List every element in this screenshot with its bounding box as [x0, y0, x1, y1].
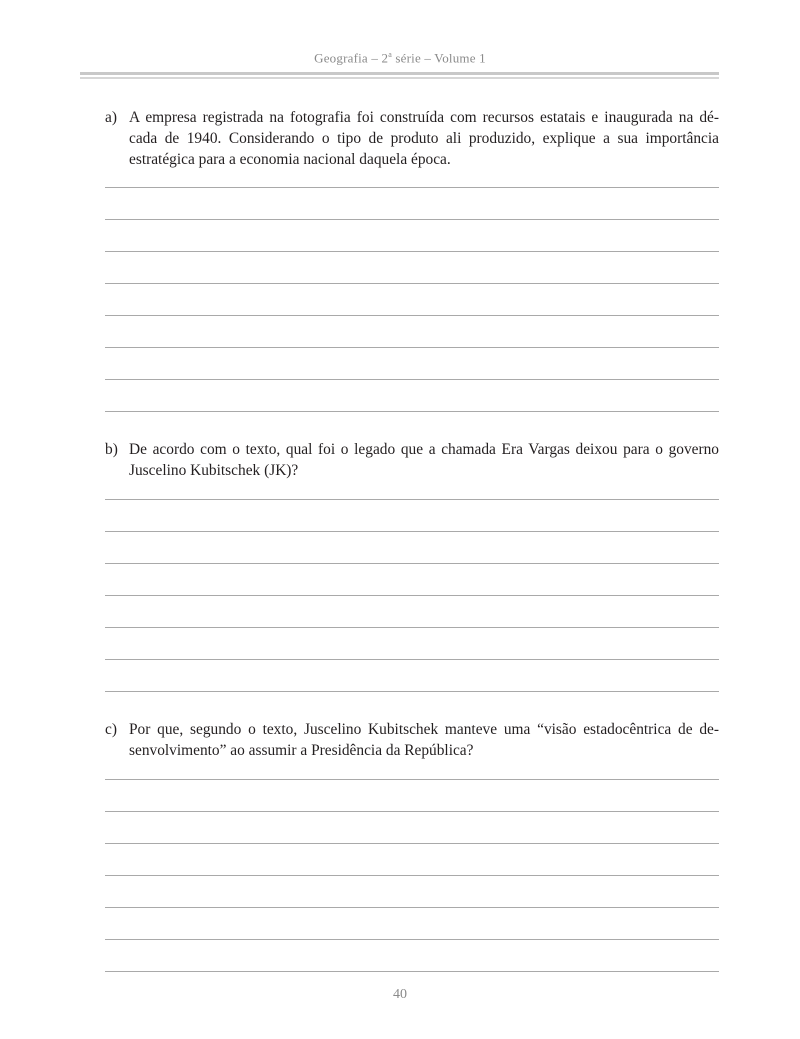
answer-line[interactable] — [105, 939, 719, 940]
answer-line[interactable] — [105, 811, 719, 812]
answer-line[interactable] — [105, 315, 719, 316]
answer-area-c[interactable] — [105, 779, 719, 972]
answer-line[interactable] — [105, 531, 719, 532]
question-b-letter: b) — [105, 441, 118, 458]
answer-line[interactable] — [105, 779, 719, 780]
answer-line[interactable] — [105, 379, 719, 380]
header-title-rest: série – Volume 1 — [391, 50, 486, 66]
question-a-text — [105, 107, 719, 170]
answer-area-b[interactable] — [105, 499, 719, 692]
answer-line[interactable] — [105, 971, 719, 972]
answer-line[interactable] — [105, 499, 719, 500]
question-b-line-1: De acordo com o texto, qual foi o legado que a chamada Era Vargas deixou para o governo — [129, 441, 719, 458]
answer-line[interactable] — [105, 907, 719, 908]
header-title-main: Geografia – 2 — [314, 50, 389, 66]
answer-line[interactable] — [105, 283, 719, 284]
header-title-superscript: a — [388, 50, 392, 59]
answer-line[interactable] — [105, 595, 719, 596]
answer-line[interactable] — [105, 347, 719, 348]
question-b — [105, 439, 719, 723]
question-c-line-2: senvolvimento” ao assumir a Presidência da República? — [129, 742, 474, 759]
question-c — [105, 719, 719, 1003]
question-b-text — [105, 439, 719, 481]
answer-line[interactable] — [105, 875, 719, 876]
answer-line[interactable] — [105, 563, 719, 564]
answer-line[interactable] — [105, 659, 719, 660]
question-a-line-3: estratégica para a economia nacional daquela época. — [129, 151, 451, 168]
answer-line[interactable] — [105, 843, 719, 844]
answer-line[interactable] — [105, 187, 719, 188]
question-a-line-2: cada de 1940. Considerando o tipo de produto ali produzido, explique a sua importância — [129, 130, 719, 147]
answer-area-a[interactable] — [105, 187, 719, 412]
question-a-line-1: A empresa registrada na fotografia foi construída com recursos estatais e inaugurada na dé- — [129, 109, 719, 126]
question-a — [105, 107, 719, 443]
answer-line[interactable] — [105, 411, 719, 412]
question-c-text — [105, 719, 719, 761]
question-c-letter: c) — [105, 721, 117, 738]
page-number: 40 — [393, 987, 407, 1002]
answer-line[interactable] — [105, 627, 719, 628]
answer-line[interactable] — [105, 691, 719, 692]
question-b-line-2: Juscelino Kubitschek (JK)? — [129, 462, 299, 479]
question-a-letter: a) — [105, 109, 117, 126]
header-rule-bottom — [80, 77, 719, 79]
header-rule-top — [80, 72, 719, 75]
page-header-title — [0, 50, 800, 66]
answer-line[interactable] — [105, 251, 719, 252]
answer-line[interactable] — [105, 219, 719, 220]
question-c-line-1: Por que, segundo o texto, Juscelino Kubitschek manteve uma “visão estadocêntrica de de- — [129, 721, 719, 738]
